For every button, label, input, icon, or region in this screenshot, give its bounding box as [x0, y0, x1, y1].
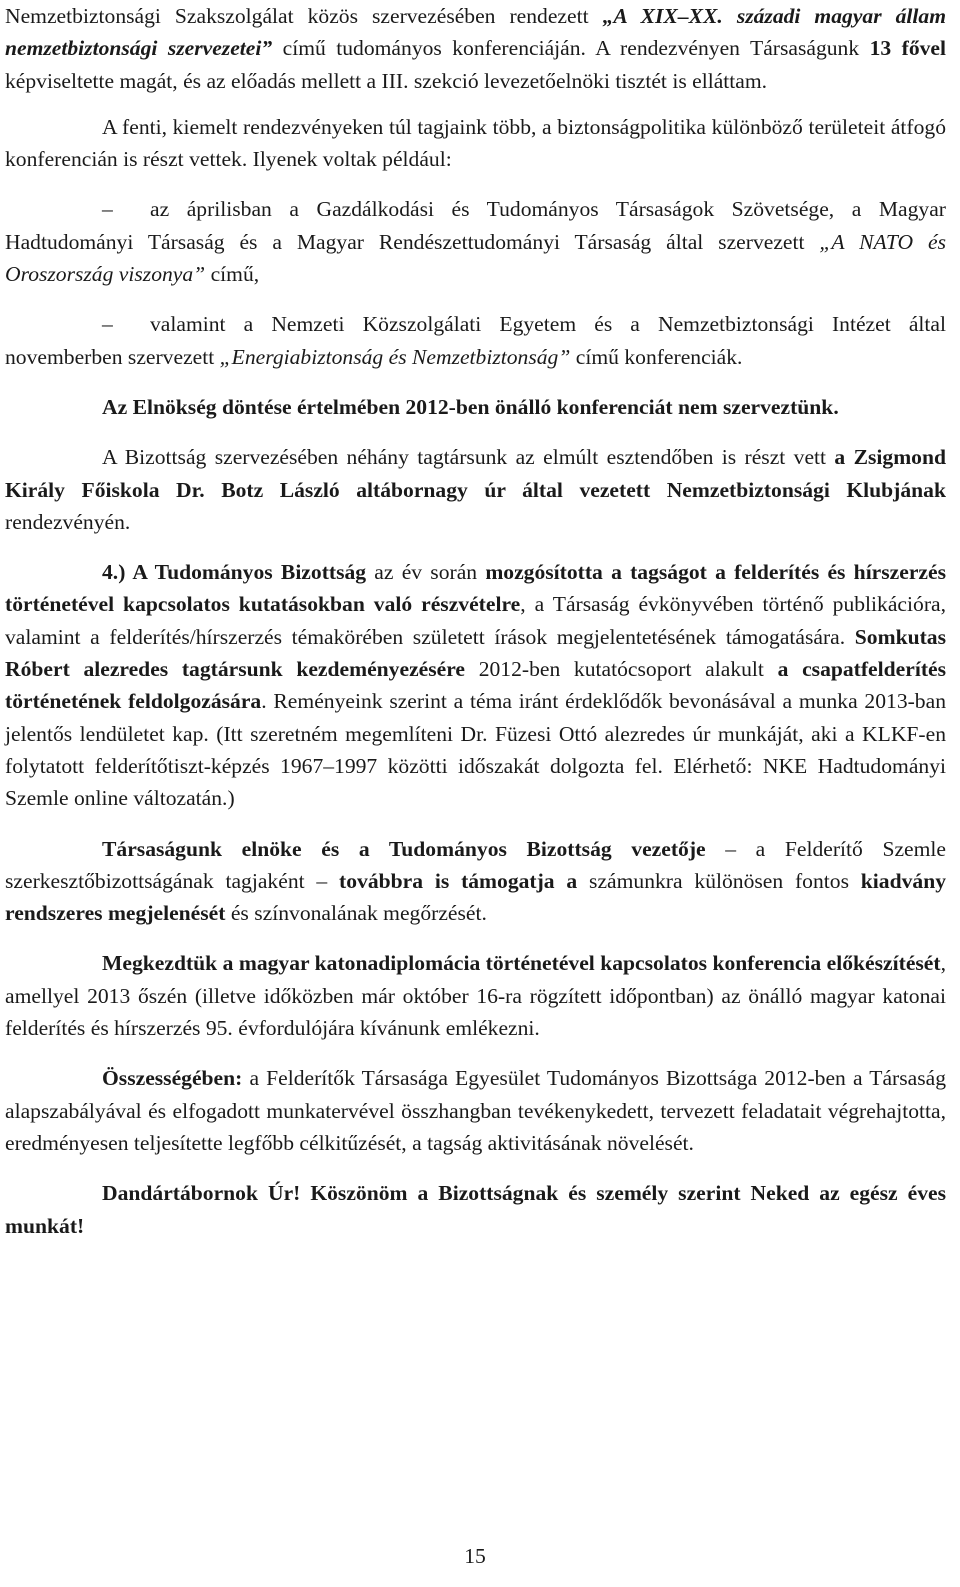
bold-segment: Megkezdtük a magyar katonadiplomácia történetével kapcsolatos konferencia előkészítését: [102, 951, 941, 976]
text-segment: 2012-ben kutatócsoport alakult: [465, 657, 778, 682]
bold-segment: 4.) A Tudományos Bizottság: [102, 560, 367, 585]
text-segment: című konferenciák.: [570, 344, 743, 369]
text-segment: rendezvényén.: [5, 509, 131, 534]
paragraph-summary: [5, 1062, 946, 1159]
text-segment: című,: [205, 262, 260, 287]
bold-segment: kiadvány rendszeres megjelenését: [5, 868, 947, 926]
text-segment: című tudományos konferenciáján. A rendezvényen Társaságunk: [272, 36, 870, 61]
text-segment: , a Társaság évkönyvében történő publikációra, valamint a felderítés/hírszerzés témakörében született írások megjelentetésének támogatására.: [5, 592, 946, 649]
text-segment: a Felderítők Társasága Egyesület Tudományos Bizottsága 2012-ben a Társaság alapszabályával és elfogadott munkatervével összhangban tevékenykedett, tervezett feladatait végrehajtotta, eredményesen teljesítette legfőbb célkitűzését, a tagság aktivitásának növelését.: [5, 1066, 946, 1155]
bold-segment: a csapatfelderítés történetének feldolgozására: [5, 657, 947, 714]
text-segment: A Bizottság szervezésében néhány tagtársunk az elmúlt esztendőben is részt vett: [102, 445, 835, 470]
text-segment: valamint a Nemzeti Közszolgálati Egyetem és a Nemzetbiztonsági Intézet által novemberben szervezett: [5, 312, 946, 369]
text-segment: – a Felderítő Szemle szerkesztőbizottságának tagjaként –: [5, 836, 947, 893]
paragraph-other-conferences: A fenti, kiemelt rendezvényeken túl tagjaink több, a biztonságpolitika különböző területeit átfogó konferencián is részt vettek. Ilyenek voltak például:: [5, 114, 946, 172]
bold-segment: Az Elnökség döntése értelmében 2012-ben önálló konferenciát nem szerveztünk.: [102, 394, 839, 419]
document-page: [5, 0, 946, 1242]
paragraph-scientific-committee: [5, 556, 946, 814]
bold-segment: továbbra is támogatja a: [339, 868, 578, 893]
conference-title: „Energiabiztonság és Nemzetbiztonság”: [219, 344, 571, 369]
text-segment: az év során: [366, 560, 486, 585]
dash-bullet: –: [102, 312, 113, 337]
paragraph-board-decision: [5, 391, 946, 423]
paragraph-closing: [5, 1177, 946, 1242]
text-segment: Nemzetbiztonsági Szakszolgálat közös szervezésében rendezett: [5, 4, 603, 28]
text-segment: képviseltette magát, és az előadás mellett a III. szekció levezetőelnöki tisztét is elláttam.: [5, 68, 768, 93]
list-item-nato-conference: [5, 193, 946, 290]
bold-segment: Dandártábornok Úr! Köszönöm a Bizottságnak és személy szerint Neked az egész éves munkát!: [5, 1181, 946, 1238]
page-number: 15: [464, 1544, 486, 1568]
paragraph-security-club: [5, 441, 946, 538]
text-segment: számunkra különösen fontos: [577, 868, 861, 893]
text-segment: és színvonalának megőrzését.: [225, 901, 487, 926]
bold-segment: a Zsigmond Király Főiskola Dr. Botz László altábornagy úr által vezetett Nemzetbiztonsági Klubjának: [5, 445, 946, 502]
conference-title: „A NATO és Oroszország viszonya”: [5, 229, 946, 287]
paragraph-diplomacy-conference: [5, 947, 946, 1044]
conference-title: „A XIX–XX. századi magyar állam nemzetbiztonsági szervezetei”: [5, 4, 946, 61]
bold-segment: 13 fővel: [869, 36, 947, 61]
bold-segment: Összességében:: [102, 1066, 243, 1091]
bold-segment: Somkutas Róbert alezredes tagtársunk kezdeményezésére: [5, 624, 946, 682]
text-segment: . Reményeink szerint a téma iránt érdeklődők bevonásával a munka 2013-ban jelentős lendületet kap. (Itt szeretném megemlíteni Dr. Füzesi Ottó alezredes úr munkáját, aki a KLKF-en folytatott felderítőtiszt-képzés 1967–1997 közötti időszakát dolgozta fel. Elérhető: NKE Hadtudományi Szemle online változatán.): [5, 689, 946, 811]
bold-segment: Társaságunk elnöke és a Tudományos Bizottság vezetője: [102, 836, 706, 861]
bold-segment: mozgósította a tagságot a felderítés és hírszerzés történetével kapcsolatos kutatásokban való részvételre: [5, 560, 947, 617]
paragraph-conference-intro: [5, 0, 946, 97]
paragraph-review-support: [5, 833, 946, 930]
list-item-energy-conference: [5, 308, 946, 373]
text-segment: , amellyel 2013 őszén (illetve időközben már október 16-ra rögzített időpontban) az önálló magyar katonai felderítés és hírszerzés 95. évfordulójára kívánunk emlékezni.: [5, 951, 946, 1041]
dash-bullet: –: [102, 197, 113, 222]
text-segment: az áprilisban a Gazdálkodási és Tudományos Társaságok Szövetsége, a Magyar Hadtudományi Társaság és a Magyar Rendészettudományi Társaság által szervezett: [5, 197, 946, 254]
